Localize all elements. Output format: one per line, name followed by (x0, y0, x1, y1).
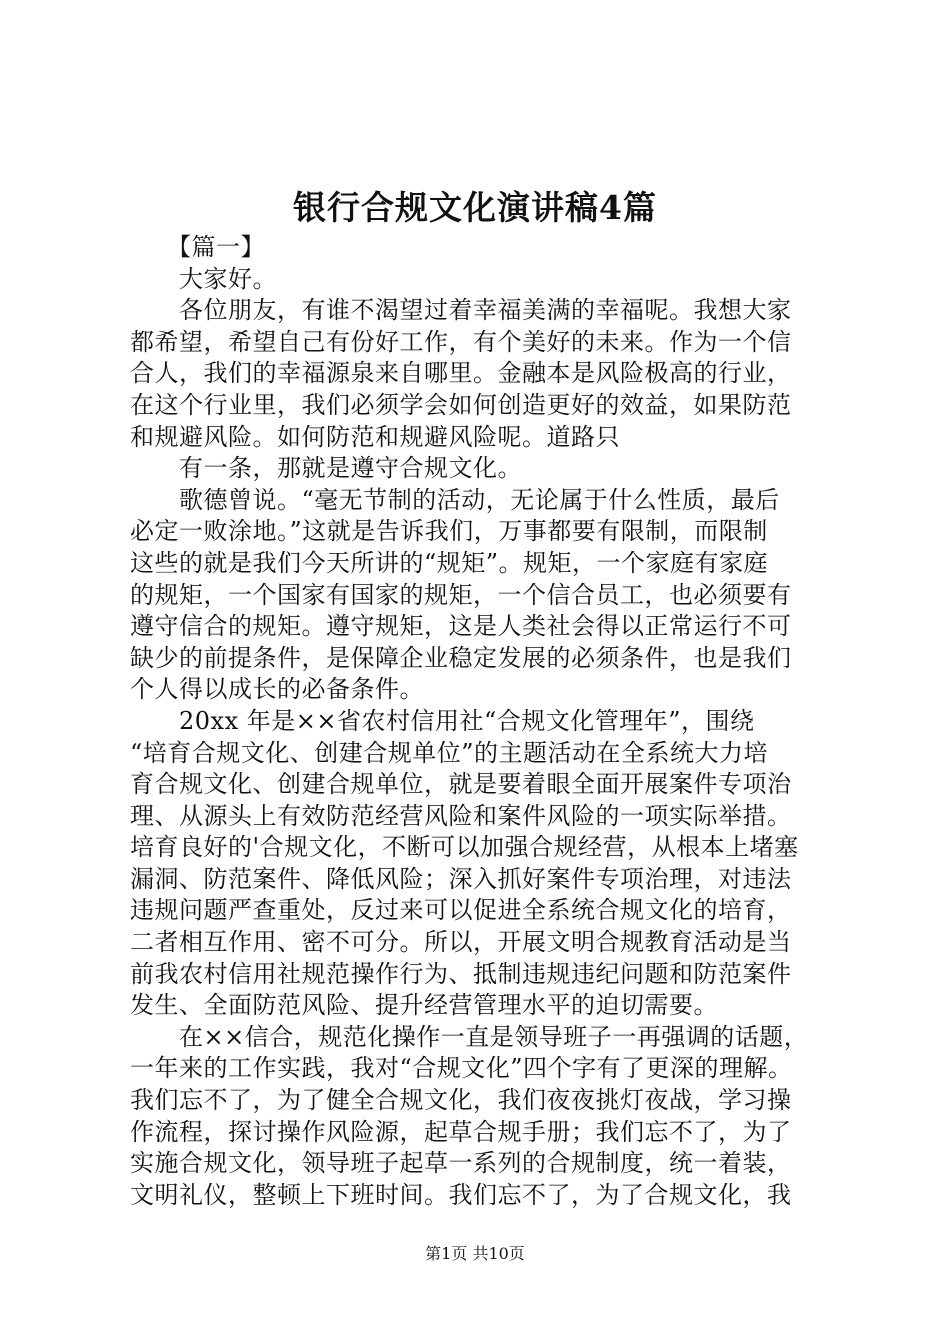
text-line: 前我农村信用社规范操作行为、抵制违规违纪问题和防范案件 (130, 959, 792, 988)
text-line: 必定一败涂地。”这就是告诉我们，万事都要有限制，而限制 (130, 517, 768, 546)
text-line: 【篇一】 (130, 233, 265, 261)
text-line: 违规问题严查重处，反过来可以促进全系统合规文化的培育， (130, 896, 792, 925)
document-body (130, 232, 835, 1211)
text-line: 实施合规文化，领导班子起草一系列的合规制度，统一着装， (130, 1149, 792, 1178)
text-line: 都希望，希望自己有份好工作，有个美好的未来。作为一个信 (130, 327, 792, 356)
text-line: 作流程，探讨操作风险源，起草合规手册；我们忘不了，为了 (130, 1117, 792, 1146)
text-line: “培育合规文化、创建合规单位”的主题活动在全系统大力培 (130, 738, 769, 767)
text-line: 的规矩，一个国家有国家的规矩，一个信合员工，也必须要有 (130, 580, 792, 609)
text-line: 我们忘不了，为了健全合规文化，我们夜夜挑灯夜战，学习操 (130, 1086, 792, 1115)
text-line: 在××信合，规范化操作一直是领导班子一再强调的话题， (130, 1022, 809, 1051)
text-line: 个人得以成长的必备条件。 (130, 675, 424, 704)
text-line: 遵守信合的规矩。遵守规矩，这是人类社会得以正常运行不可 (130, 612, 792, 641)
text-line: 有一条，那就是遵守合规文化。 (130, 454, 522, 483)
text-line: 这些的就是我们今天所讲的“规矩”。规矩，一个家庭有家庭 (130, 548, 769, 577)
text-line: 发生、全面防范风险、提升经营管理水平的迫切需要。 (130, 991, 718, 1020)
text-line: 培育良好的'合规文化，不断可以加强合规经营，从根本上堵塞 (130, 833, 799, 862)
text-line: 大家好。 (130, 264, 277, 293)
text-line: 合人，我们的幸福源泉来自哪里。金融本是风险极高的行业， (130, 359, 792, 388)
text-line: 漏洞、防范案件、降低风险；深入抓好案件专项治理，对违法 (130, 864, 792, 893)
text-line: 在这个行业里，我们必须学会如何创造更好的效益，如果防范 (130, 390, 792, 419)
document-title: 银行合规文化演讲稿4篇 (293, 188, 657, 227)
text-line: 各位朋友，有谁不渴望过着幸福美满的幸福呢。我想大家 (130, 296, 792, 325)
text-line: 育合规文化、创建合规单位，就是要着眼全面开展案件专项治 (130, 770, 792, 799)
text-line: 20xx 年是××省农村信用社“合规文化管理年”，围绕 (130, 706, 755, 735)
text-line: 歌德曾说。“毫无节制的活动，无论属于什么性质，最后 (130, 485, 780, 514)
text-line: 一年来的工作实践，我对“合规文化”四个字有了更深的理解。 (130, 1054, 793, 1083)
text-line: 理、从源头上有效防范经营风险和案件风险的一项实际举措。 (130, 801, 792, 830)
text-line: 文明礼仪，整顿上下班时间。我们忘不了，为了合规文化，我 (130, 1180, 792, 1209)
text-line: 和规避风险。如何防范和规避风险呢。道路只 (130, 422, 620, 451)
text-line: 二者相互作用、密不可分。所以，开展文明合规教育活动是当 (130, 928, 792, 957)
text-line: 缺少的前提条件，是保障企业稳定发展的必须条件，也是我们 (130, 643, 792, 672)
page-number-footer: 第1页 共10页 (425, 1244, 525, 1263)
